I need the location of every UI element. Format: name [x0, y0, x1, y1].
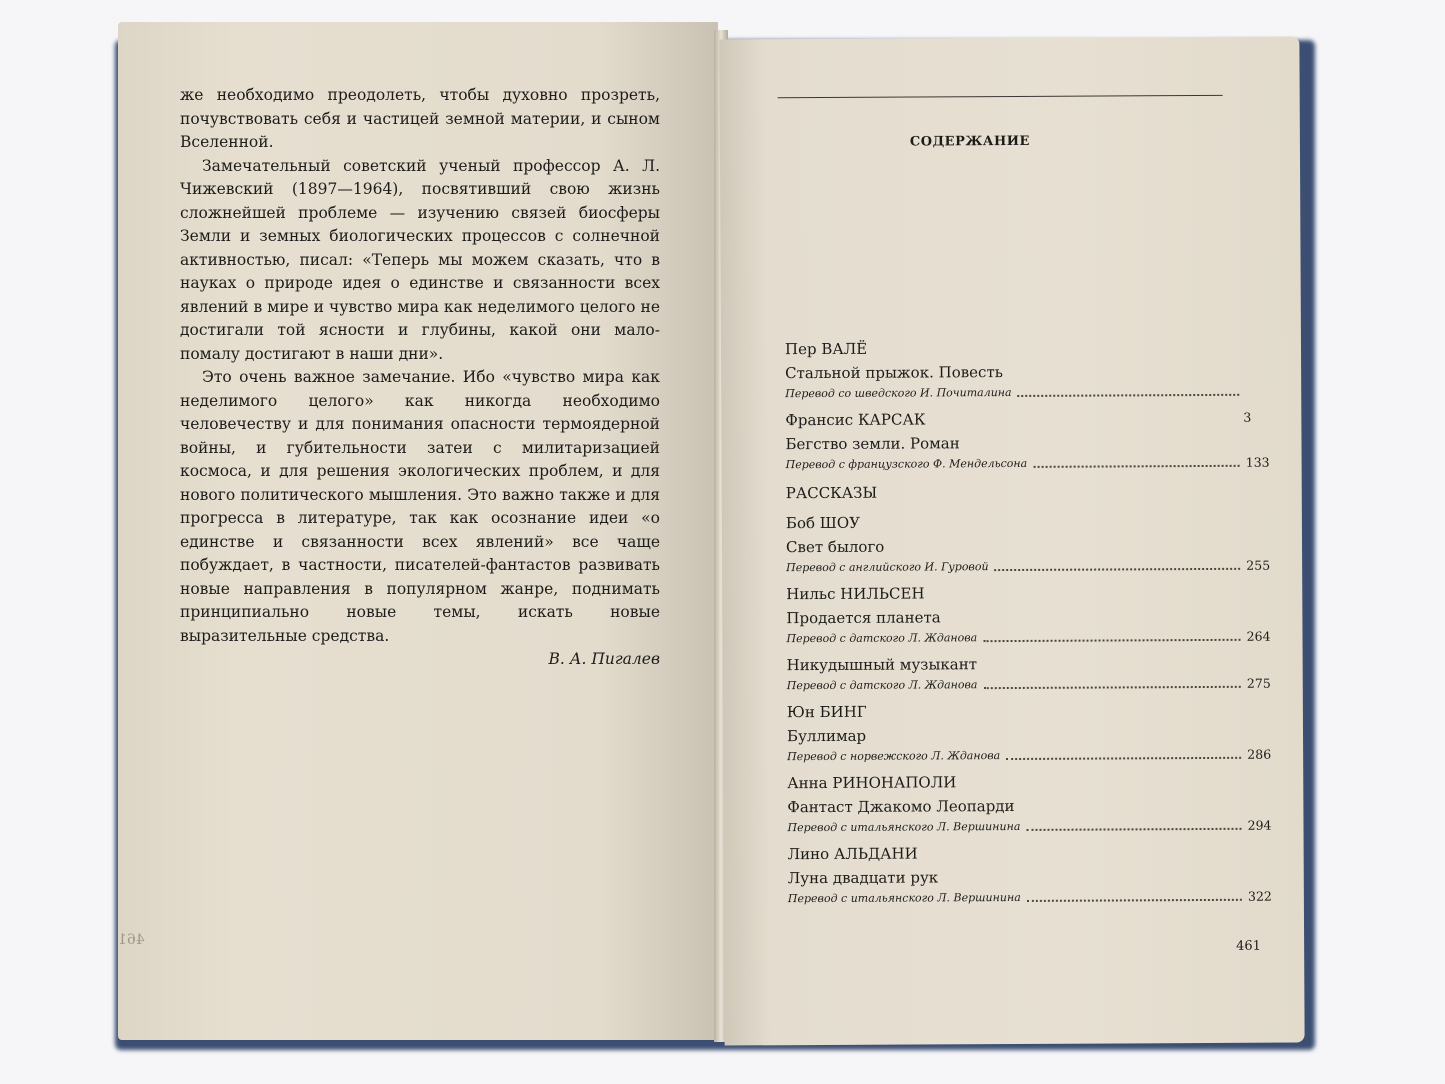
entry-author-row — [785, 406, 1269, 433]
entry-title: Никудышный музыкант — [786, 655, 978, 675]
paragraph: же необходимо преодолеть, чтобы духовно прозреть, почувствовать себя и частицей земной материи, и сыном Вселенной. — [180, 86, 660, 151]
page-number: 275 — [1246, 675, 1271, 691]
leader-dots — [983, 685, 1240, 689]
toc-entry — [786, 580, 1270, 648]
translation-credit: Перевод с датского Л. Жданова — [786, 631, 978, 646]
entry-title: Фантаст Джакомо Леопарди — [787, 796, 1015, 817]
section-heading: РАССКАЗЫ — [785, 483, 878, 503]
entry-translation — [787, 746, 1271, 766]
paragraph: Это очень важное замечание. Ибо «чувство мира как неделимого целого» как никогда необходимо человечеству и для понимания опасности термоядерной войны, и губительности затеи с милитаризацией космоса, и для решения экологических проблем, и для нового политического мышления. Это важно также и для прогресса в литературе, так как осознание идеи «о единстве и связанности всех явлений» все чаще побуждает, в частности, писателей-фантастов развивать новые направления в популярном жанре, поднимать принципиально новые темы, искать новые выразительные средства. — [180, 368, 660, 645]
page-number: 286 — [1247, 746, 1272, 762]
toc-entry — [786, 509, 1270, 577]
entry-author: Нильс НИЛЬСЕН — [786, 584, 925, 604]
entry-title: Свет былого — [785, 537, 885, 557]
header-rule — [778, 95, 1223, 98]
signature: В. А. Пигалев — [548, 650, 660, 668]
toc-entry — [788, 840, 1272, 908]
translation-credit: Перевод с норвежского Л. Жданова — [787, 749, 1001, 764]
page-number: 133 — [1245, 454, 1270, 470]
entry-author: Боб ШОУ — [785, 513, 861, 533]
entry-translation — [786, 557, 1270, 577]
translation-credit: Перевод с английского И. Гуровой — [786, 560, 989, 575]
page-title: СОДЕРЖАНИЕ — [909, 133, 1030, 150]
page-folio: 461 — [1236, 938, 1261, 954]
entry-translation — [786, 628, 1270, 648]
leader-dots — [1033, 464, 1239, 468]
left-page — [118, 22, 718, 1040]
entry-translation — [787, 817, 1271, 837]
entry-translation — [786, 454, 1270, 474]
toc-entry — [787, 651, 1271, 695]
entry-author: Франсис КАРСАК — [785, 410, 926, 430]
translation-credit: Перевод с французского Ф. Мендельсона — [785, 456, 1028, 472]
page-number: 3 — [1243, 409, 1252, 425]
bleed-through-folio: 461 — [118, 932, 145, 948]
leader-dots — [1006, 756, 1241, 760]
entry-author: Лино АЛЬДАНИ — [787, 844, 918, 864]
entry-title: Буллимар — [786, 726, 867, 746]
page-number: 294 — [1247, 817, 1272, 833]
page-number: 264 — [1246, 628, 1271, 644]
table-of-contents — [785, 335, 1272, 914]
entry-translation — [788, 888, 1272, 908]
right-page — [719, 36, 1304, 1045]
entry-translation — [787, 675, 1271, 695]
toc-entry — [785, 406, 1269, 474]
translation-credit: Перевод с итальянского Л. Вершинина — [787, 819, 1021, 835]
toc-entry — [787, 698, 1271, 766]
entry-title: Бегство земли. Роман — [785, 434, 960, 454]
translation-credit: Перевод с итальянского Л. Вершинина — [787, 890, 1021, 906]
toc-entry — [785, 335, 1269, 403]
leader-dots — [995, 567, 1241, 571]
entry-title: Продается планета — [786, 608, 941, 628]
left-page-text — [180, 84, 660, 672]
leader-dots — [983, 638, 1240, 642]
paragraph: Замечательный советский ученый профессор А. Л. Чижевский (1897—1964), посвятивший свою жизнь сложнейшей проблеме — изучению связей биосферы Земли и земных биологических процессов с солнечной активностью, писал: «Теперь мы можем сказать, что в науках о природе идея о единстве и связанности всех явлений в мире и чувство мира как неделимого целого не достигали той ясности и глубины, какой они мало-помалу достигают в наши дни». — [180, 156, 660, 363]
page-number: 255 — [1246, 557, 1271, 573]
toc-entry — [787, 769, 1271, 837]
entry-title: Луна двадцати рук — [787, 868, 939, 888]
translation-credit: Перевод со шведского И. Почиталина — [785, 386, 1012, 401]
leader-dots — [1018, 393, 1240, 397]
entry-title: Стальной прыжок. Повесть — [785, 363, 1003, 383]
entry-author: Пер ВАЛЁ — [784, 339, 868, 359]
entry-author: Анна РИНОНАПОЛИ — [787, 773, 957, 793]
leader-dots — [1027, 898, 1242, 902]
entry-translation — [785, 383, 1269, 403]
page-number: 322 — [1247, 888, 1272, 904]
translation-credit: Перевод с датского Л. Жданова — [786, 678, 978, 693]
entry-author: Юн БИНГ — [786, 702, 867, 722]
leader-dots — [1026, 827, 1241, 831]
